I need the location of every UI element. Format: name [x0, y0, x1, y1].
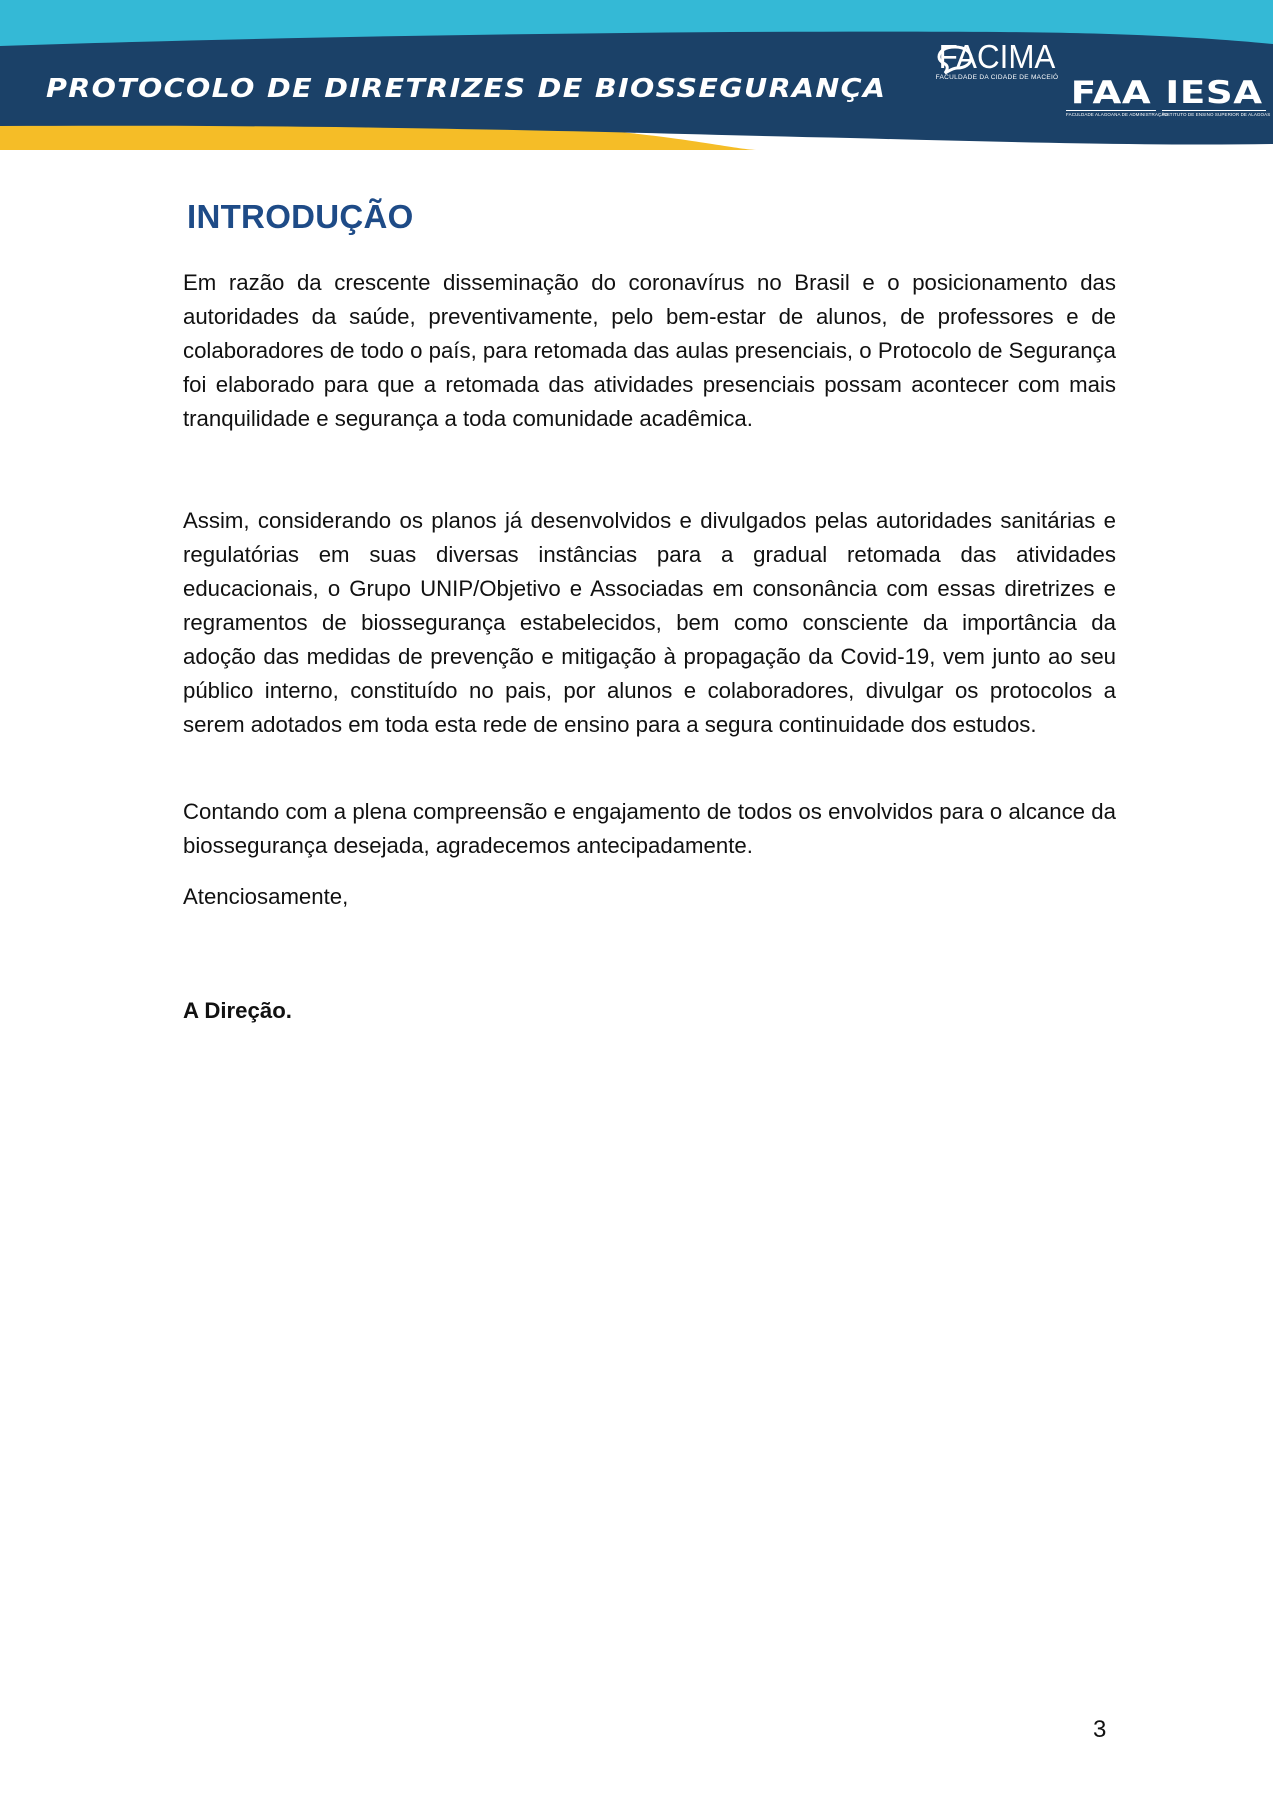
signature: A Direção. — [183, 998, 292, 1023]
closing-salutation: Atenciosamente, — [183, 884, 349, 909]
iesa-logo — [1162, 75, 1271, 117]
faa-name: FAA — [1070, 75, 1152, 111]
facima-logo — [935, 38, 1059, 81]
paragraph-intro: Em razão da crescente disseminação do coronavírus no Brasil e o posicionamento das autoridades da saúde, preventivamente, pelo bem-estar de alunos, de professores e de colaboradores de todo o país, para retomada das aulas presenciais, o Protocolo de Segurança foi elaborado para que a retomada das atividades presenciais possam acontecer com mais tranquilidade e segurança a toda comunidade acadêmica. — [183, 270, 1116, 431]
paragraph-thanks: Contando com a plena compreensão e engajamento de todos os envolvidos para o alcance da biossegurança desejada, agradecemos antecipadamente. — [183, 799, 1116, 858]
facima-subtitle: FACULDADE DA CIDADE DE MACEIÓ — [935, 74, 1059, 81]
section-heading: INTRODUÇÃO — [187, 198, 414, 235]
document-series-title: PROTOCOLO DE DIRETRIZES DE BIOSSEGURANÇA — [46, 74, 887, 104]
iesa-name: IESA — [1165, 75, 1263, 111]
paragraph-context: Assim, considerando os planos já desenvolvidos e divulgados pelas autoridades sanitárias e regulatórias em suas diversas instâncias para a gradual retomada das atividades educacionais, o Grupo UNIP/Objetivo e Associadas em consonância com essas diretrizes e regramentos de biossegurança estabelecidos, bem como consciente da importância da adoção das medidas de prevenção e mitigação à propagação da Covid-19, vem junto ao seu público interno, constituído no pais, por alunos e colaboradores, divulgar os protocolos a serem adotados em toda esta rede de ensino para a segura continuidade dos estudos. — [183, 508, 1116, 737]
faa-subtitle: FACULDADE ALAGOANA DE ADMINISTRAÇÃO — [1066, 112, 1169, 117]
header-banner — [0, 0, 1273, 160]
page-number: 3 — [1093, 1716, 1107, 1743]
iesa-subtitle: INSTITUTO DE ENSINO SUPERIOR DE ALAGOAS — [1162, 112, 1271, 117]
faa-logo — [1066, 75, 1169, 117]
facima-name: FACIMA — [938, 38, 1056, 75]
